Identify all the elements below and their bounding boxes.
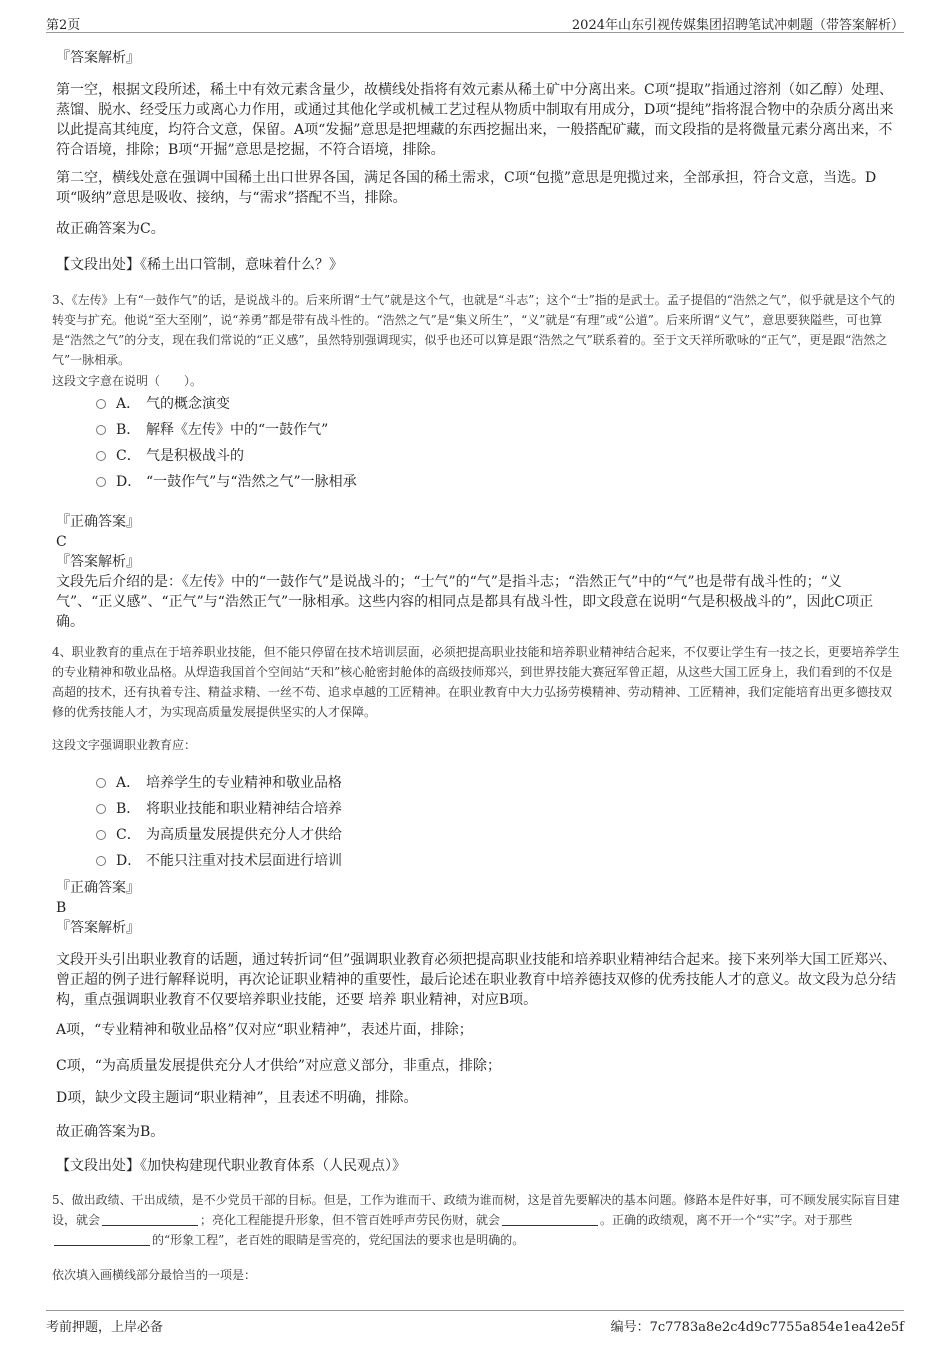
q4-option-b[interactable]: B． 将职业技能和职业精神结合培养: [96, 799, 342, 819]
radio-icon[interactable]: [96, 399, 106, 409]
q2-source: 【文段出处】《稀土出口管制，意味着什么？》: [56, 257, 343, 273]
q3-answer-label: 『正确答案』: [56, 514, 140, 530]
q4-stem: 4、职业教育的重点在于培养职业技能，但不能只停留在技术培训层面，必须把提高职业技能和培养职业精神结合起来，不仅要让学生有一技之长，更要培养学生的专业精神和敬业品格。从焊造我国首个空间站“天和”核心舱密封舱体的高级技师郑兴，到世界技能大赛冠军曾正超，从这些大国工匠身上，我们看到的不仅是高超的技术，还有执着专注、精益求精、一丝不苟、追求卓越的工匠精神。在职业教育中大力弘扬劳模精神、劳动精神、工匠精神，我们定能培育出更多德技双修的优秀技能人才，为实现高质量发展提供坚实的人才保障。: [52, 645, 900, 719]
q4-option-c[interactable]: C． 为高质量发展提供充分人才供给: [96, 825, 342, 845]
q4-analysis-label: 『答案解析』: [56, 920, 140, 936]
q5-stem: 5、做出政绩、干出成绩，是不少党员干部的目标。但是，工作为谁而干、政绩为谁而树，这是首先要解决的基本问题。修路本是件好事，可不顾发展实际盲目建设，就会 ；亮化工程能提升形象，但不管百姓呼声劳民伤财，就会 。正确的政绩观，离不开一个“实”字。对于那些的“形象工程”，老百姓的眼睛是雪亮的，党纪国法的要求也是明确的。: [52, 1193, 900, 1247]
q4-conclusion: 故正确答案为B。: [56, 1124, 165, 1140]
radio-icon[interactable]: [96, 778, 106, 788]
q4-answer-label: 『正确答案』: [56, 880, 140, 896]
fill-blank-3[interactable]: [54, 1233, 150, 1246]
page-number: 第2页: [46, 18, 81, 33]
radio-icon[interactable]: [96, 804, 106, 814]
q5-question: 依次填入画横线部分最恰当的一项是：: [52, 1268, 257, 1282]
q3-option-d[interactable]: D． “一鼓作气”与“浩然之气”一脉相承: [96, 472, 357, 492]
q3-option-c[interactable]: C． 气是积极战斗的: [96, 446, 244, 466]
page-header: [0, 0, 950, 34]
fill-blank-2[interactable]: [502, 1213, 598, 1226]
q4-option-d[interactable]: D． 不能只注重对技术层面进行培训: [96, 851, 342, 871]
q4-source: 【文段出处】《加快构建现代职业教育体系（人民观点）》: [56, 1158, 406, 1174]
q3-analysis: 文段先后介绍的是：《左传》中的“一鼓作气”是说战斗的；“士气”的“气”是指斗志；“浩然正气”中的“气”也是带有战斗性的；“义气”、“正义感”、“正气”与“浩然正气”一脉相承。这些内容的相同点是都具有战斗性，即文段意在说明“气是积极战斗的”，因此C项正确。: [56, 574, 874, 630]
q2-analysis-label: 『答案解析』: [56, 50, 140, 66]
q4-note-c: C项，“为高质量发展提供充分人才供给”对应意义部分，非重点，排除；: [56, 1058, 502, 1074]
q3-option-a[interactable]: A． 气的概念演变: [96, 394, 230, 414]
header-divider: [46, 32, 904, 33]
q4-analysis: 文段开头引出职业教育的话题，通过转折词“但”强调职业教育必须把提高职业技能和培养职业精神结合起来。接下来列举大国工匠郑兴、曾正超的例子进行解释说明，再次论证职业精神的重要性，最后论述在职业教育中培养德技双修的优秀技能人才的意义。故文段为总分结构，重点强调职业教育不仅要培养职业技能，还要 培养 职业精神，对应B项。: [56, 952, 897, 1008]
page-footer: [0, 1306, 950, 1345]
q4-option-a[interactable]: A． 培养学生的专业精神和敬业品格: [96, 773, 342, 793]
document-title: 2024年山东引视传媒集团招聘笔试冲刺题（带答案解析）: [571, 18, 904, 33]
radio-icon[interactable]: [96, 451, 106, 461]
q2-conclusion: 故正确答案为C。: [56, 221, 165, 237]
q2-analysis-para1: 第一空，根据文段所述，稀土中有效元素含量少，故横线处指将有效元素从稀土矿中分离出来。C项“提取”指通过溶剂（如乙醇）处理、蒸馏、脱水、经受压力或离心力作用，或通过其他化学或机械工艺过程从物质中制取有用成分，D项“提纯”指将混合物中的杂质分离出来以此提高其纯度，均符合文意，保留。A项“发掘”意思是把埋藏的东西挖掘出来，一般搭配矿藏，而文段指的是将微量元素分离出来，不符合语境，排除；B项“开掘”意思是挖掘，不符合语境，排除。: [56, 82, 894, 158]
document-id: 编号：7c7783a8e2c4d9c7755a854e1ea42e5f: [610, 1320, 904, 1335]
radio-icon[interactable]: [96, 856, 106, 866]
radio-icon[interactable]: [96, 477, 106, 487]
footer-slogan: 考前押题，上岸必备: [46, 1320, 164, 1335]
radio-icon[interactable]: [96, 830, 106, 840]
q3-answer: C: [56, 534, 67, 550]
q4-note-d: D项，缺少文段主题词“职业精神”，且表述不明确，排除。: [56, 1090, 418, 1106]
q3-question: 这段文字意在说明（ ）。: [52, 374, 203, 388]
q4-answer: B: [56, 900, 67, 916]
fill-blank-1[interactable]: [102, 1213, 198, 1226]
q3-stem: 3、《左传》上有“一鼓作气”的话，是说战斗的。后来所谓“士气”就是这个气，也就是“斗志”；这个“士”指的是武士。孟子提倡的“浩然之气”，似乎就是这个气的转变与扩充。他说“至大至刚”，说“养勇”都是带有战斗性的。“浩然之气”是“集义所生”，“义”就是“有理”或“公道”。后来所谓“义气”，意思要狭隘些，可也算是“浩然之气”的分支，现在我们常说的“正义感”，虽然特别强调现实，似乎也还可以算是跟“浩然之气”联系着的。至于文天祥所歌咏的“正气”，更是跟“浩然之气”一脉相承。: [52, 293, 895, 367]
q3-analysis-label: 『答案解析』: [56, 554, 140, 570]
q4-note-a: A项，“专业精神和敬业品格”仅对应“职业精神”，表述片面，排除；: [56, 1022, 473, 1038]
footer-divider: [46, 1310, 904, 1311]
q3-option-b[interactable]: B． 解释《左传》中的“一鼓作气”: [96, 420, 328, 440]
q4-question: 这段文字强调职业教育应：: [52, 738, 197, 752]
q2-analysis-para2: 第二空，横线处意在强调中国稀土出口世界各国，满足各国的稀土需求，C项“包揽”意思是兜揽过来，全部承担，符合文意，当选。D项“吸纳”意思是吸收、接纳，与“需求”搭配不当，排除。: [56, 170, 877, 206]
radio-icon[interactable]: [96, 425, 106, 435]
